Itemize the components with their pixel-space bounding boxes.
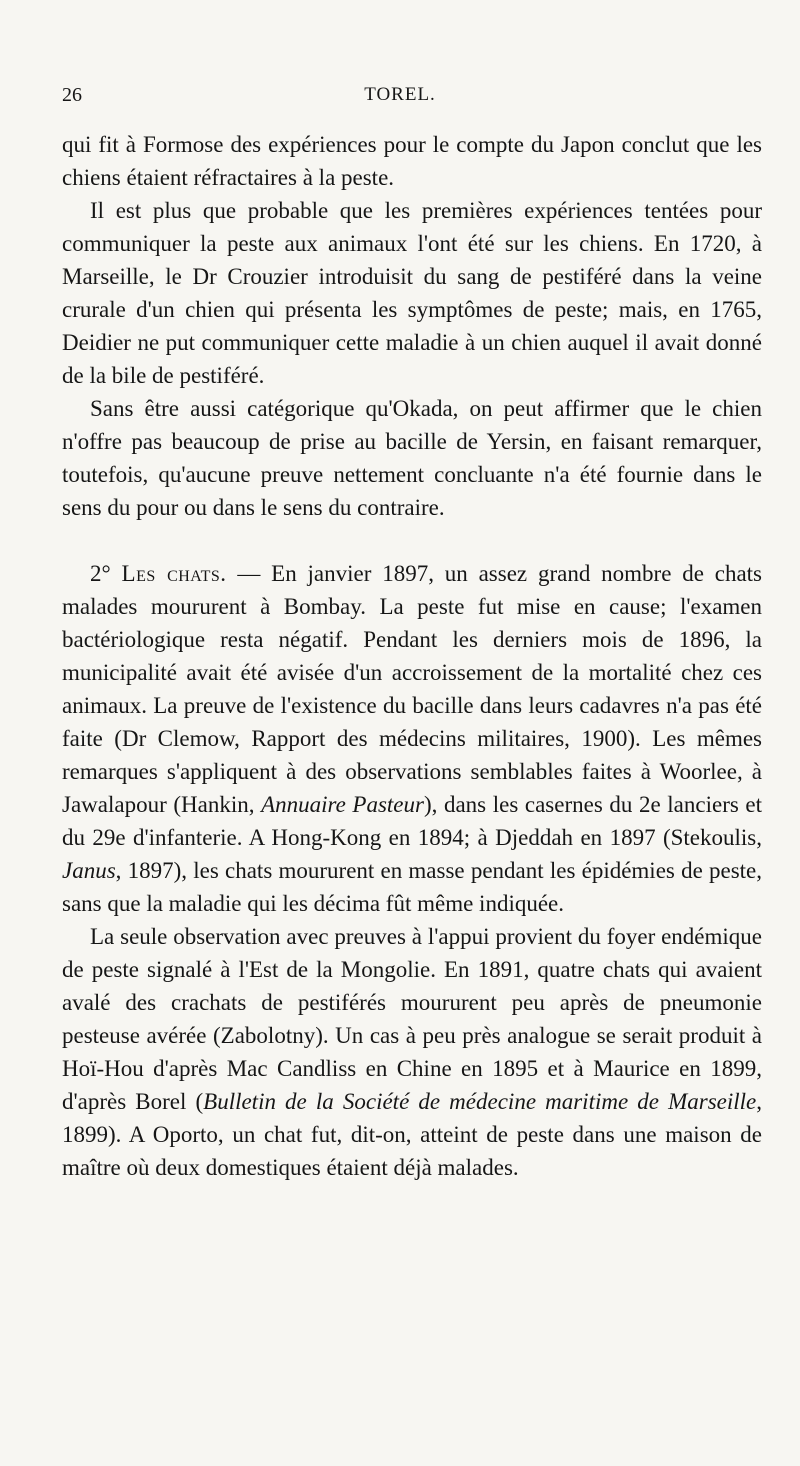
paragraph-5-text-a: La seule observation avec preuves à l'appui provient du foyer endémique de peste signalé à l'Est de la Mongolie. En 1891, quatre chats qui avaient avalé des crachats de pestiférés moururent peu après de pneumonie pesteuse avérée (Zabolotny). Un cas à peu près analogue se serait produit à Hoï-Hou d'après Mac Candliss en Chine en 1895 et à Maurice en 1899, d'après Borel (: [62, 924, 762, 1114]
paragraph-1: qui fit à Formose des expériences pour le compte du Japon conclut que les chiens étaient réfractaires à la peste.: [62, 132, 762, 190]
running-title: TOREL.: [364, 84, 436, 105]
paragraph-5-text-b: , 1899). A Oporto, un chat fut, dit-on, atteint de peste dans une maison de maître où deux domestiques étaient déjà malades.: [62, 1089, 762, 1180]
section-number: 2°: [90, 561, 111, 586]
page-header: [62, 84, 738, 114]
paragraph-2: Il est plus que probable que les premières expériences tentées pour communiquer la peste aux animaux l'ont été sur les chiens. En 1720, à Marseille, le Dr Crouzier introduisit du sang de pestiféré dans la veine crurale d'un chien qui présenta les symptômes de peste; mais, en 1765, Deidier ne put communiquer cette maladie à un chien auquel il avait donné de la bile de pestiféré.: [62, 198, 762, 388]
page-number: 26: [62, 84, 82, 106]
paragraph-3: Sans être aussi catégorique qu'Okada, on peut affirmer que le chien n'offre pas beaucoup de prise au bacille de Yersin, en faisant remarquer, toutefois, qu'aucune preuve nettement concluante n'a été fournie dans le sens du pour ou dans le sens du contraire.: [62, 396, 762, 520]
paragraph-4-text-a: — En janvier 1897, un assez grand nombre de chats malades moururent à Bombay. La peste fut mise en cause; l'examen bactériologique resta négatif. Pendant les derniers mois de 1896, la municipalité avait été avisée d'un accroissement de la mortalité chez ces animaux. La preuve de l'existence du bacille dans leurs cadavres n'a pas été faite (Dr Clemow, Rapport des médecins militaires, 1900). Les mêmes remarques s'appliquent à des observations semblables faites à Woorlee, à Jawalapour (Hankin,: [62, 561, 763, 817]
citation-janus: Janus: [62, 858, 116, 883]
paragraph-5: [62, 920, 762, 1184]
paragraph-4-text-c: , 1897), les chats moururent en masse pendant les épidémies de peste, sans que la maladie qui les décima fût même indiquée.: [62, 858, 762, 916]
citation-annuaire-pasteur: Annuaire Pasteur: [261, 792, 424, 817]
citation-bulletin: Bulletin de la Société de médecine maritime de Marseille: [203, 1089, 757, 1114]
paragraph-4-text-b: ), dans les casernes du 2e lanciers et du 29e d'infanterie. A Hong-Kong en 1894; à Djeddah en 1897 (Stekoulis,: [62, 792, 763, 850]
paragraph-4: [62, 557, 762, 920]
section-heading: Les chats.: [121, 561, 227, 586]
body-text: [62, 128, 762, 1184]
